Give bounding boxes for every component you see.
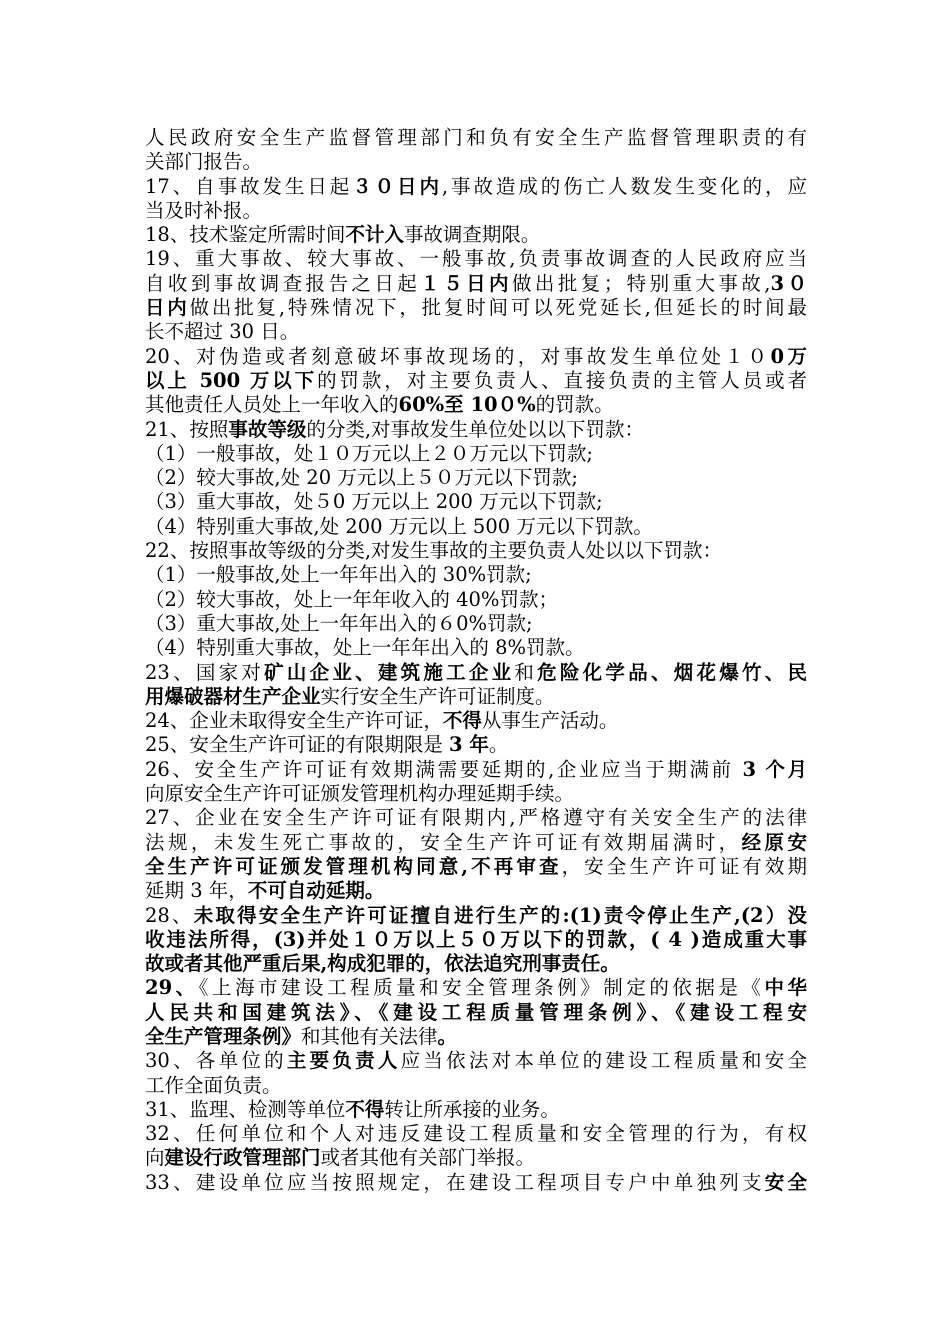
bold-text: 29、 <box>145 976 199 1000</box>
text-run: 20、对伪造或者刻意破坏事故现场的，对事故发生单位处１０ <box>145 344 771 368</box>
text-run: 23、国家对 <box>145 660 265 684</box>
text-line <box>145 539 807 563</box>
text-run: 实行安全生产许可证制度。 <box>320 684 555 708</box>
text-run: 事故调查期限。 <box>403 223 541 247</box>
text-run: 24、企业未取得安全生产许可证， <box>145 709 443 733</box>
text-run: 或者其他有关部门举报。 <box>320 1146 536 1170</box>
text-line <box>145 126 807 150</box>
bold-text: 用爆破器材生产企业 <box>145 684 321 708</box>
bold-text: 经原安 <box>741 830 807 854</box>
text-run: （3）重大事故，处５0 万元以上 200 万元以下罚款; <box>145 490 603 514</box>
text-line <box>145 831 807 855</box>
bold-text: 3 年 <box>449 733 489 757</box>
text-line <box>145 758 807 782</box>
text-run: 19、重大事故、较大事故、一般事故,负责事故调查的人民政府应当 <box>145 247 807 271</box>
text-line <box>145 709 807 733</box>
text-run: 26、安全生产许可证有效期满需要延期的,企业应当于期满前 <box>145 757 743 781</box>
text-line <box>145 806 807 830</box>
text-run: ,事故造成的伤亡人数发生变化的，应 <box>441 174 807 198</box>
text-run: 自收到事故调查报告之日起 <box>145 271 421 295</box>
bold-text: 收违法所得，(3)并处１０万以上５０万以下的罚款，( 4 )造成重大事 <box>145 927 807 951</box>
text-line <box>145 855 807 879</box>
bold-text: 建设行政管理部门 <box>164 1146 321 1170</box>
bold-text: 3 个月 <box>742 757 807 781</box>
text-line <box>145 1122 807 1146</box>
text-run: 的罚款。 <box>535 393 614 417</box>
bold-text: １５日内 <box>420 271 512 295</box>
bold-text: 故或者其他严重后果,构成犯罪的，依法追究刑事责任。 <box>145 952 620 976</box>
text-line <box>145 1025 807 1049</box>
text-run: 22、按照事故等级的分类,对发生事故的主要负责人处以以下罚款： <box>145 539 723 563</box>
text-line <box>145 296 807 320</box>
text-line <box>145 879 807 903</box>
text-run: 做出批复,特殊情况下，批复时间可以死党延长,但延长的时间最 <box>189 296 807 320</box>
text-run: 做出批复；特别重大事故, <box>511 271 771 295</box>
text-line <box>145 733 807 757</box>
text-run: （2）较大事故，处上一年年收入的 40%罚款； <box>145 587 558 611</box>
text-run: （1）一般事故,处上一年年出入的 30%罚款; <box>145 563 532 587</box>
text-line <box>145 247 807 271</box>
text-run: 。 <box>488 733 509 757</box>
text-run: 当及时补报。 <box>145 198 263 222</box>
text-line <box>145 976 807 1000</box>
bold-text: ３０日内 <box>352 174 442 198</box>
text-run: 其他责任人员处上一年收入的 <box>145 393 399 417</box>
text-run: 法规，未发生死亡事故的，安全生产许可证有效期届满时， <box>145 830 742 854</box>
text-run: 向原安全生产许可证颁发管理机构办理延期手续。 <box>145 782 575 806</box>
text-run: 17、自事故发生日起 <box>145 174 353 198</box>
text-run: 《上海市建设工程质量和安全管理条例》制定的依据是《 <box>198 976 765 1000</box>
bold-text: 以上 500 万以下 <box>145 368 318 392</box>
bold-text: 60%至 10０% <box>398 393 536 417</box>
text-line <box>145 928 807 952</box>
text-run: 的罚款，对主要负责人、直接负责的主管人员或者 <box>317 368 807 392</box>
text-run: 30、各单位的 <box>145 1049 287 1073</box>
text-line <box>145 563 807 587</box>
document-page <box>145 126 807 1195</box>
text-run: 人民政府安全生产监督管理部门和负有安全生产监督管理职责的有 <box>145 126 807 149</box>
text-run: （4）特别重大事故，处上一年年出入的 8%罚款。 <box>145 636 585 660</box>
bold-text: 不得 <box>345 1097 385 1121</box>
text-line <box>145 1001 807 1025</box>
text-line <box>145 320 807 344</box>
text-line <box>145 636 807 660</box>
text-run: 31、监理、检测等单位 <box>145 1097 346 1121</box>
bold-text: 事故等级 <box>228 417 307 441</box>
text-line <box>145 393 807 417</box>
text-run: 工作全面负责。 <box>145 1073 282 1097</box>
text-run: 32、任何单位和个人对违反建设工程质量和安全管理的行为，有权 <box>145 1122 807 1146</box>
text-line <box>145 1074 807 1098</box>
text-run: 向 <box>145 1146 165 1170</box>
text-line <box>145 685 807 709</box>
text-line <box>145 1049 807 1073</box>
text-run: 应当依法对本单位的建设工程质量和安全 <box>400 1049 807 1073</box>
text-line <box>145 612 807 636</box>
text-line <box>145 150 807 174</box>
text-line <box>145 1146 807 1170</box>
text-run: 28、 <box>145 903 194 927</box>
bold-text: 日内 <box>145 296 190 320</box>
bold-text: 不可自动延期。 <box>247 879 385 903</box>
text-line <box>145 442 807 466</box>
text-line <box>145 1098 807 1122</box>
text-run: 延期 3 年， <box>145 879 248 903</box>
text-line <box>145 515 807 539</box>
text-run: 的分类,对事故发生单位处以以下罚款： <box>306 417 645 441</box>
text-line <box>145 466 807 490</box>
text-run: 关部门报告。 <box>145 150 263 174</box>
bold-text: 。 <box>437 1024 458 1048</box>
text-run: 从事生产活动。 <box>481 709 619 733</box>
bold-text: 安全 <box>764 1170 807 1194</box>
text-line <box>145 490 807 514</box>
bold-text: 0万 <box>770 344 807 368</box>
text-run: （3）重大事故,处上一年年出入的６0%罚款; <box>145 611 533 635</box>
text-line <box>145 345 807 369</box>
bold-text: 3０ <box>770 271 807 295</box>
text-run: 21、按照 <box>145 417 229 441</box>
bold-text: 全生产许可证颁发管理机构同意,不再审查 <box>145 854 562 878</box>
text-run: 27、企业在安全生产许可证有限期内,严格遵守有关安全生产的法律 <box>145 806 807 830</box>
text-line <box>145 175 807 199</box>
bold-text: 矿山企业、建筑施工企业 <box>264 660 515 684</box>
text-line <box>145 588 807 612</box>
bold-text: 中华 <box>764 976 807 1000</box>
text-line <box>145 904 807 928</box>
text-line <box>145 1171 807 1195</box>
text-line <box>145 952 807 976</box>
bold-text: 主要负责人 <box>286 1049 401 1073</box>
bold-text: 未取得安全生产许可证擅自进行生产的:(1)责令停止生产,(2）没 <box>193 903 807 927</box>
text-line <box>145 369 807 393</box>
text-line <box>145 272 807 296</box>
text-run: 和其他有关法律 <box>301 1024 438 1048</box>
text-line <box>145 418 807 442</box>
bold-text: 全生产管理条例》 <box>145 1024 302 1048</box>
bold-text: 人民共和国建筑法》、《建设工程质量管理条例》、《建设工程安 <box>145 1000 807 1024</box>
text-run: 和 <box>514 660 538 684</box>
text-run: ，安全生产许可证有效期 <box>561 854 807 878</box>
bold-text: 不计入 <box>345 223 404 247</box>
text-run: （4）特别重大事故,处 200 万元以上 500 万元以下罚款。 <box>145 514 653 538</box>
text-line <box>145 661 807 685</box>
bold-text: 不得 <box>442 709 482 733</box>
text-line <box>145 782 807 806</box>
text-run: 18、技术鉴定所需时间 <box>145 223 346 247</box>
text-run: 转让所承接的业务。 <box>384 1097 560 1121</box>
text-line <box>145 223 807 247</box>
text-run: 25、安全生产许可证的有限期限是 <box>145 733 450 757</box>
bold-text: 危险化学品、烟花爆竹、民 <box>537 660 807 684</box>
text-run: 长不超过 30 日。 <box>145 320 300 344</box>
text-line <box>145 199 807 223</box>
text-run: （2）较大事故,处 20 万元以上５０万元以下罚款; <box>145 466 578 490</box>
text-run: 33、建设单位应当按照规定，在建设工程项目专户中单独列支 <box>145 1170 765 1194</box>
text-run: （1）一般事故，处１０万元以上２０万元以下罚款; <box>145 441 593 465</box>
